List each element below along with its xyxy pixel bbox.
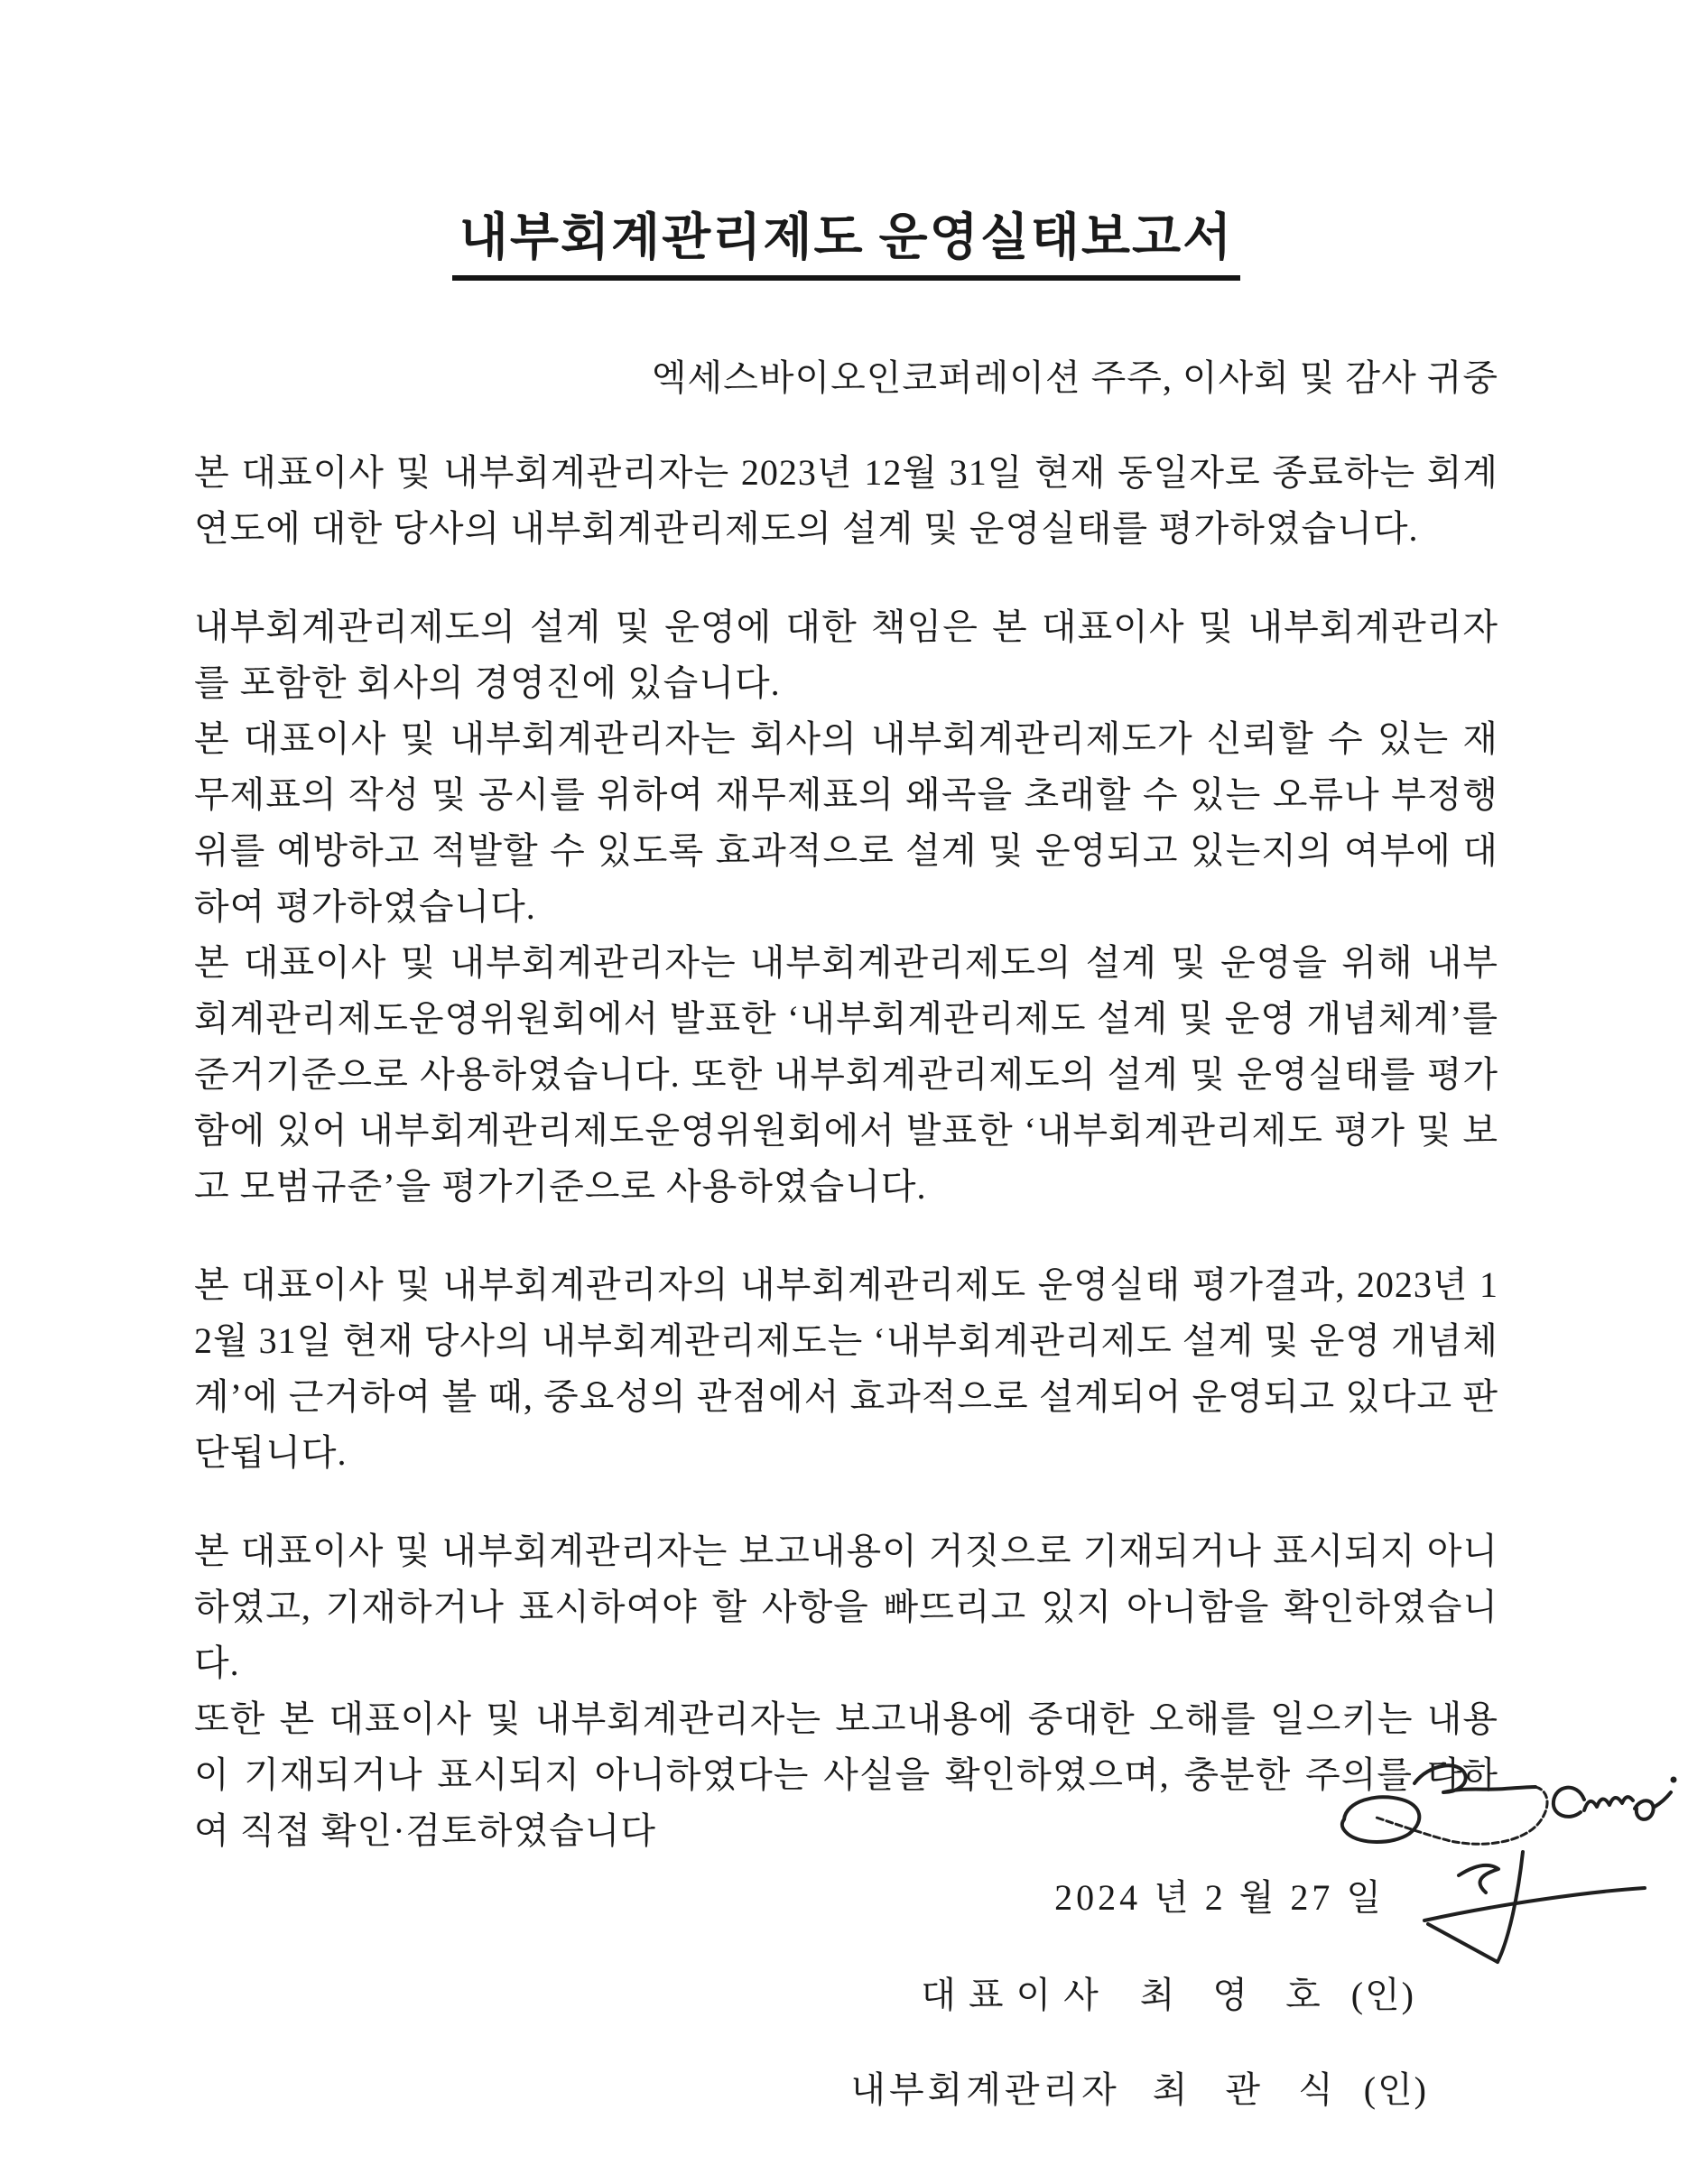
- signature-row-ceo: [194, 1967, 1498, 2023]
- seal-mark-ceo: (인): [1350, 1975, 1415, 2015]
- signer-role-manager: 내부회계관리자: [850, 2069, 1120, 2110]
- paragraph-4: 본 대표이사 및 내부회계관리자는 내부회계관리제도의 설계 및 운영을 위해 내부회계관리제도운영위원회에서 발표한 ‘내부회계관리제도 설계 및 운영 개념체계’를 준거기준으로 사용하였습니다. 또한 내부회계관리제도의 설계 및 운영실태를 평가함에 있어 내부회계관리제도운영위원회에서 발표한 ‘내부회계관리제도 평가 및 보고 모범규준’을 평가기준으로 사용하였습니다.: [194, 942, 1498, 1207]
- paragraph-7: 또한 본 대표이사 및 내부회계관리자는 보고내용에 중대한 오해를 일으키는 내용이 기재되거나 표시되지 아니하였다는 사실을 확인하였으며, 충분한 주의를 다하여 직접 확인·검토하였습니다: [194, 1698, 1498, 1851]
- seal-mark-manager: (인): [1363, 2069, 1428, 2110]
- paragraph-1: 본 대표이사 및 내부회계관리자는 2023년 12월 31일 현재 동일자로 종료하는 회계연도에 대한 당사의 내부회계관리제도의 설계 및 운영실태를 평가하였습니다.: [194, 452, 1498, 549]
- signature-row-internal-accounting-manager: [194, 2062, 1498, 2118]
- paragraph-5: 본 대표이사 및 내부회계관리자의 내부회계관리제도 운영실태 평가결과, 2023년 12월 31일 현재 당사의 내부회계관리제도는 ‘내부회계관리제도 설계 및 운영 개념체계’에 근거하여 볼 때, 중요성의 관점에서 효과적으로 설계되어 운영되고 있다고 판단됩니다.: [194, 1264, 1498, 1473]
- paragraph-2: 내부회계관리제도의 설계 및 운영에 대한 책임은 본 대표이사 및 내부회계관리자를 포함한 회사의 경영진에 있습니다.: [194, 606, 1498, 703]
- report-content: [194, 0, 1498, 2118]
- page-title: [194, 210, 1498, 281]
- signer-role-ceo: 대표이사: [921, 1975, 1111, 2015]
- addressee-line: 엑세스바이오인코퍼레이션 주주, 이사회 및 감사 귀중: [651, 357, 1498, 398]
- paragraph-6: 본 대표이사 및 내부회계관리자는 보고내용이 거짓으로 기재되거나 표시되지 아니하였고, 기재하거나 표시하여야 할 사항을 빠뜨리고 있지 아니함을 확인하였습니다.: [194, 1531, 1498, 1683]
- signer-name-manager: 최 관 식: [1152, 2069, 1348, 2110]
- signer-name-ceo: 최 영 호: [1139, 1975, 1335, 2015]
- page-title-text: 내부회계관리제도 운영실태보고서: [452, 210, 1240, 281]
- report-body: [194, 445, 1498, 1859]
- report-date: 2024 년 2 월 27 일: [1054, 1877, 1385, 1918]
- paragraph-3: 본 대표이사 및 내부회계관리자는 회사의 내부회계관리제도가 신뢰할 수 있는 재무제표의 작성 및 공시를 위하여 재무제표의 왜곡을 초래할 수 있는 오류나 부정행위를 예방하고 적발할 수 있도록 효과적으로 설계 및 운영되고 있는지의 여부에 대하여 평가하였습니다.: [194, 718, 1498, 927]
